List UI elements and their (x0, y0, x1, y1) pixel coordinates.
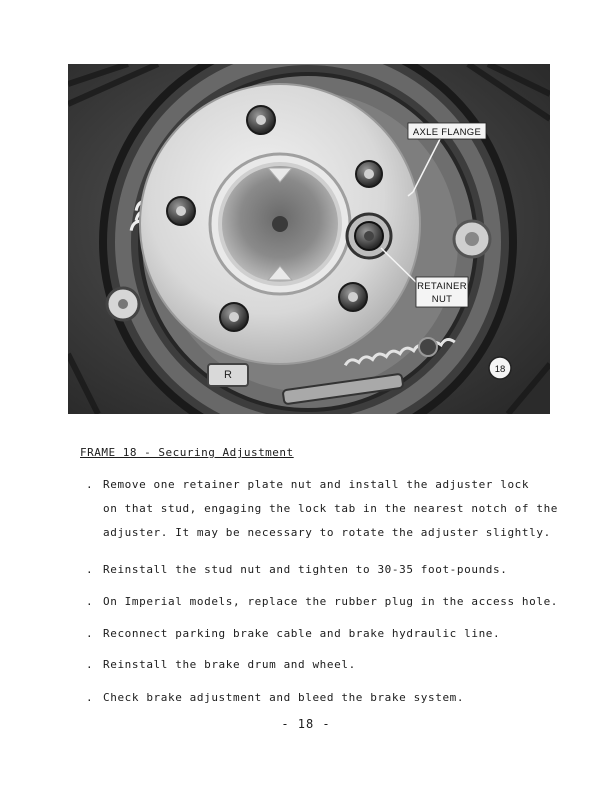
brake-assembly-photo (68, 64, 550, 414)
part-marking-r: R (224, 369, 232, 381)
step-line: Reinstall the brake drum and wheel. (103, 658, 356, 671)
step-line: Reconnect parking brake cable and brake hydraulic line. (103, 627, 501, 640)
callout-retainer-nut-line1: RETAINER (417, 281, 467, 292)
bullet: . (86, 658, 94, 671)
step-line: On Imperial models, replace the rubber plug in the access hole. (103, 595, 559, 608)
callout-axle-flange: AXLE FLANGE (412, 127, 482, 138)
frame-heading: FRAME 18 - Securing Adjustment (80, 446, 294, 459)
frame-badge-number: 18 (494, 364, 506, 375)
bullet: . (86, 691, 94, 704)
step-line: on that stud, engaging the lock tab in the nearest notch of the (103, 502, 559, 515)
step-line: Remove one retainer plate nut and install the adjuster lock (103, 478, 530, 491)
step-line: Reinstall the stud nut and tighten to 30-35 foot-pounds. (103, 563, 508, 576)
callout-retainer-nut-line2: NUT (431, 294, 453, 305)
bullet: . (86, 563, 94, 576)
bullet: . (86, 627, 94, 640)
bullet: . (86, 595, 94, 608)
page-number: - 18 - (281, 717, 331, 731)
step-line: Check brake adjustment and bleed the brake system. (103, 691, 465, 704)
bullet: . (86, 478, 94, 491)
step-line: adjuster. It may be necessary to rotate the adjuster slightly. (103, 526, 551, 539)
